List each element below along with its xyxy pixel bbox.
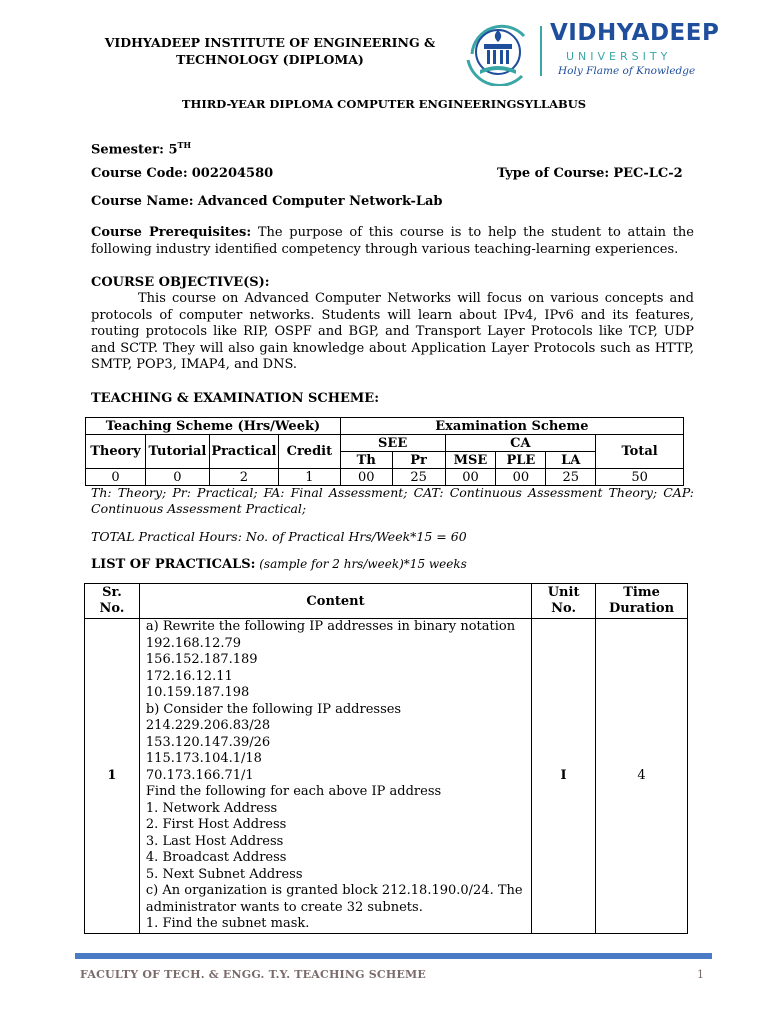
scheme-value: 2 [209, 469, 278, 486]
practicals-heading-line [91, 556, 467, 573]
row-sr-no: 1 [85, 619, 140, 934]
time-header-line2: Duration [608, 601, 675, 616]
page-number: 1 [697, 968, 704, 981]
scheme-value: 25 [392, 469, 445, 486]
course-name-value: Advanced Computer Network-Lab [197, 194, 443, 209]
content-line: 156.152.187.189 [145, 652, 258, 667]
tutorial-header: Tutorial [145, 435, 209, 469]
syllabus-subtitle: THIRD-YEAR DIPLOMA COMPUTER ENGINEERINGSYLLABUS [181, 97, 587, 111]
objectives-heading: COURSE OBJECTIVE(S): [91, 275, 270, 290]
logo-sub: UNIVERSITY [566, 50, 672, 63]
content-line: administrator wants to create 32 subnets. [145, 899, 423, 915]
content-line: 5. Next Subnet Address [145, 866, 303, 882]
torch-book-emblem-icon [462, 16, 542, 86]
logo-divider [540, 26, 542, 76]
scheme-value: 50 [596, 469, 684, 486]
sr-no-header [85, 584, 140, 619]
practicals-table [84, 583, 688, 934]
footer-text: FACULTY OF TECH. & ENGG. T.Y. TEACHING SCHEME [80, 968, 427, 981]
course-type-label: Type of Course: [497, 166, 610, 181]
content-line: 1. Find the subnet mask. [145, 916, 310, 931]
semester-sup: TH [177, 140, 192, 150]
content-line: c) An organization is granted block 212.18.190.0/24. The [145, 883, 523, 898]
content-line: 153.120.147.39/26 [145, 734, 271, 750]
institute-name [100, 34, 440, 68]
time-duration-header [596, 584, 688, 619]
scheme-value: 0 [86, 469, 146, 486]
course-type-value: PEC-LC-2 [613, 166, 683, 181]
content-line: 172.16.12.11 [145, 668, 233, 684]
content-line: 70.173.166.71/1 [145, 767, 254, 783]
th-header: Th [340, 452, 392, 469]
practical-header: Practical [209, 435, 278, 469]
course-code-value: 002204580 [191, 166, 274, 181]
pr-header: Pr [392, 452, 445, 469]
semester [91, 137, 191, 158]
content-line: 3. Last Host Address [145, 833, 284, 849]
content-line: 4. Broadcast Address [145, 850, 287, 865]
content-header: Content [139, 584, 531, 619]
course-code [91, 165, 273, 182]
institute-line-2: TECHNOLOGY (DIPLOMA) [176, 52, 364, 67]
practicals-heading: LIST OF PRACTICALS: [91, 557, 256, 572]
scheme-table [85, 417, 684, 486]
prerequisites-text: The purpose of this course is to help the student to attain the following industry identified competency through various teaching-learning experiences. [91, 225, 694, 257]
course-prerequisites [91, 225, 694, 258]
table-row [85, 619, 688, 934]
see-header: SEE [340, 435, 445, 452]
content-line: 214.229.206.83/28 [145, 718, 271, 733]
sr-header-line1: Sr. [102, 585, 122, 600]
total-header: Total [596, 435, 684, 469]
content-line: 2. First Host Address [145, 817, 287, 832]
scheme-value: 00 [340, 469, 392, 486]
scheme-values-row [86, 469, 684, 486]
course-type [497, 165, 683, 182]
row-time-duration: 4 [596, 619, 688, 934]
row-content [139, 619, 531, 934]
unit-no-header [532, 584, 596, 619]
row-unit-no: I [532, 619, 596, 934]
total-practical-hours: TOTAL Practical Hours: No. of Practical Hrs/Week*15 = 60 [91, 529, 467, 544]
course-name [91, 193, 443, 210]
ple-header: PLE [496, 452, 546, 469]
sr-header-line2: No. [99, 601, 125, 616]
objectives-text: This course on Advanced Computer Networks will focus on various concepts and protocols of computer networks. Students will learn about IPv4, IPv6 and its features, routing protocols like RIP, OSPF and BGP, and Transport Layer Protocols like TCP, UDP and SCTP. They will also gain knowledge about Application Layer Protocols such as HTTP, SMTP, POP3, IMAP4, and DNS. [91, 291, 694, 372]
content-line: 1. Network Address [145, 800, 278, 816]
university-logo [462, 16, 720, 86]
la-header: LA [546, 452, 596, 469]
content-line: 10.159.187.198 [145, 685, 250, 700]
scheme-legend: Th: Theory; Pr: Practical; FA: Final Assessment; CAT: Continuous Assessment Theory; CAP: Continuous Assessment Practical; [91, 485, 694, 516]
logo-name: VIDHYADEEP [550, 20, 720, 46]
content-line: 192.168.12.79 [145, 635, 242, 651]
content-line: Find the following for each above IP address [145, 784, 442, 799]
footer-bar [75, 953, 712, 959]
semester-label: Semester: 5 [91, 142, 178, 158]
content-line: 115.173.104.1/18 [145, 751, 262, 766]
scheme-heading: TEACHING & EXAMINATION SCHEME: [91, 391, 380, 406]
institute-line-1: VIDHYADEEP INSTITUTE OF ENGINEERING & [104, 35, 436, 50]
practicals-note: (sample for 2 hrs/week)*15 weeks [255, 557, 467, 571]
mse-header: MSE [445, 452, 496, 469]
course-name-label: Course Name: [91, 194, 194, 209]
teaching-scheme-header: Teaching Scheme (Hrs/Week) [86, 418, 341, 435]
scheme-value: 0 [145, 469, 209, 486]
scheme-value: 25 [546, 469, 596, 486]
ca-header: CA [445, 435, 596, 452]
credit-header: Credit [278, 435, 340, 469]
time-header-line1: Time [623, 585, 660, 600]
scheme-value: 00 [445, 469, 496, 486]
prerequisites-label: Course Prerequisites: [91, 225, 252, 240]
course-code-label: Course Code: [91, 166, 188, 181]
content-line: b) Consider the following IP addresses [145, 701, 402, 717]
content-line: a) Rewrite the following IP addresses in binary notation [145, 619, 516, 634]
unit-header-line1: Unit [547, 585, 580, 600]
scheme-value: 1 [278, 469, 340, 486]
theory-header: Theory [86, 435, 146, 469]
exam-scheme-header: Examination Scheme [340, 418, 683, 435]
scheme-value: 00 [496, 469, 546, 486]
unit-header-line2: No. [551, 601, 577, 616]
logo-tagline: Holy Flame of Knowledge [558, 65, 696, 77]
